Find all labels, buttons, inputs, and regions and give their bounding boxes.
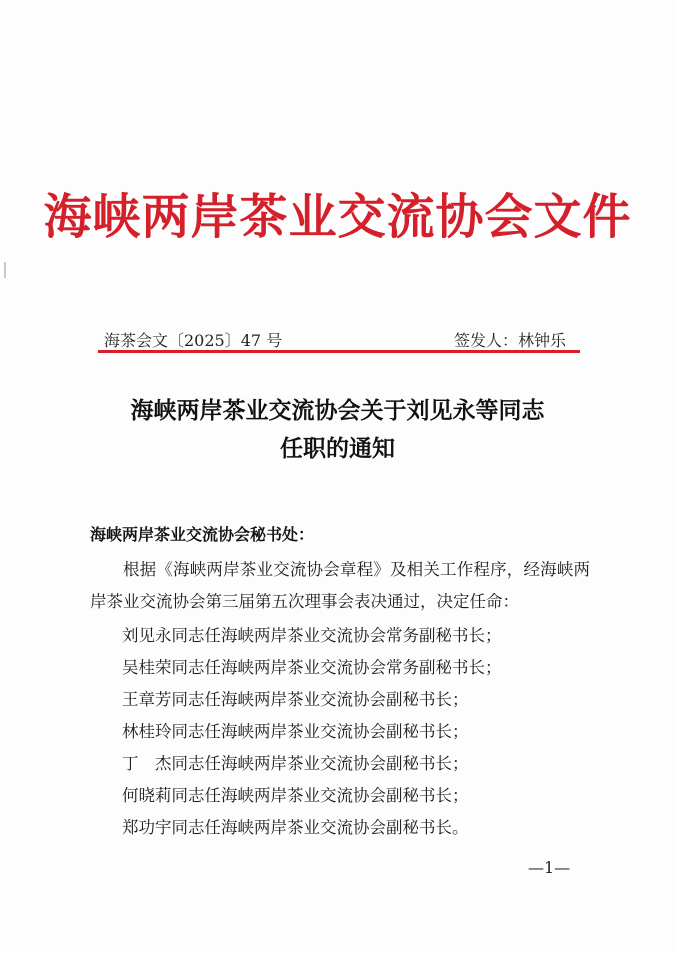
appointment-item: 刘见永同志任海峡两岸茶业交流协会常务副秘书长； — [122, 626, 502, 645]
scan-edge-mark — [4, 262, 6, 278]
document-number: 海茶会文〔2025〕47 号 — [104, 331, 283, 350]
page-number: —1— — [528, 858, 571, 877]
intro-paragraph: 根据《海峡两岸茶业交流协会章程》及相关工作程序，经海峡两岸茶业交流协会第三届第五次理事会表决通过，决定任命： — [90, 560, 590, 611]
signer-label: 签发人：林钟乐 — [453, 331, 566, 350]
notice-title — [0, 392, 675, 468]
appointment-item: 何晓莉同志任海峡两岸茶业交流协会副秘书长； — [122, 786, 469, 805]
red-header-title: 海峡两岸茶业交流协会文件 — [43, 189, 632, 245]
appointment-item: 丁 杰同志任海峡两岸茶业交流协会副秘书长； — [122, 754, 469, 773]
appointment-list — [122, 620, 502, 844]
notice-body — [90, 554, 590, 618]
notice-title-line-1: 海峡两岸茶业交流协会关于刘见永等同志 — [130, 397, 545, 424]
document-meta-line — [98, 328, 580, 350]
addressee: 海峡两岸茶业交流协会秘书处： — [90, 525, 315, 544]
notice-title-line-2: 任职的通知 — [280, 435, 395, 462]
appointment-item: 王章芳同志任海峡两岸茶业交流协会副秘书长； — [122, 690, 469, 709]
appointment-item: 郑功宇同志任海峡两岸茶业交流协会副秘书长。 — [122, 818, 469, 837]
appointment-item: 林桂玲同志任海峡两岸茶业交流协会副秘书长； — [122, 722, 469, 741]
red-divider-line — [98, 350, 580, 353]
appointment-item: 吴桂荣同志任海峡两岸茶业交流协会常务副秘书长； — [122, 658, 502, 677]
